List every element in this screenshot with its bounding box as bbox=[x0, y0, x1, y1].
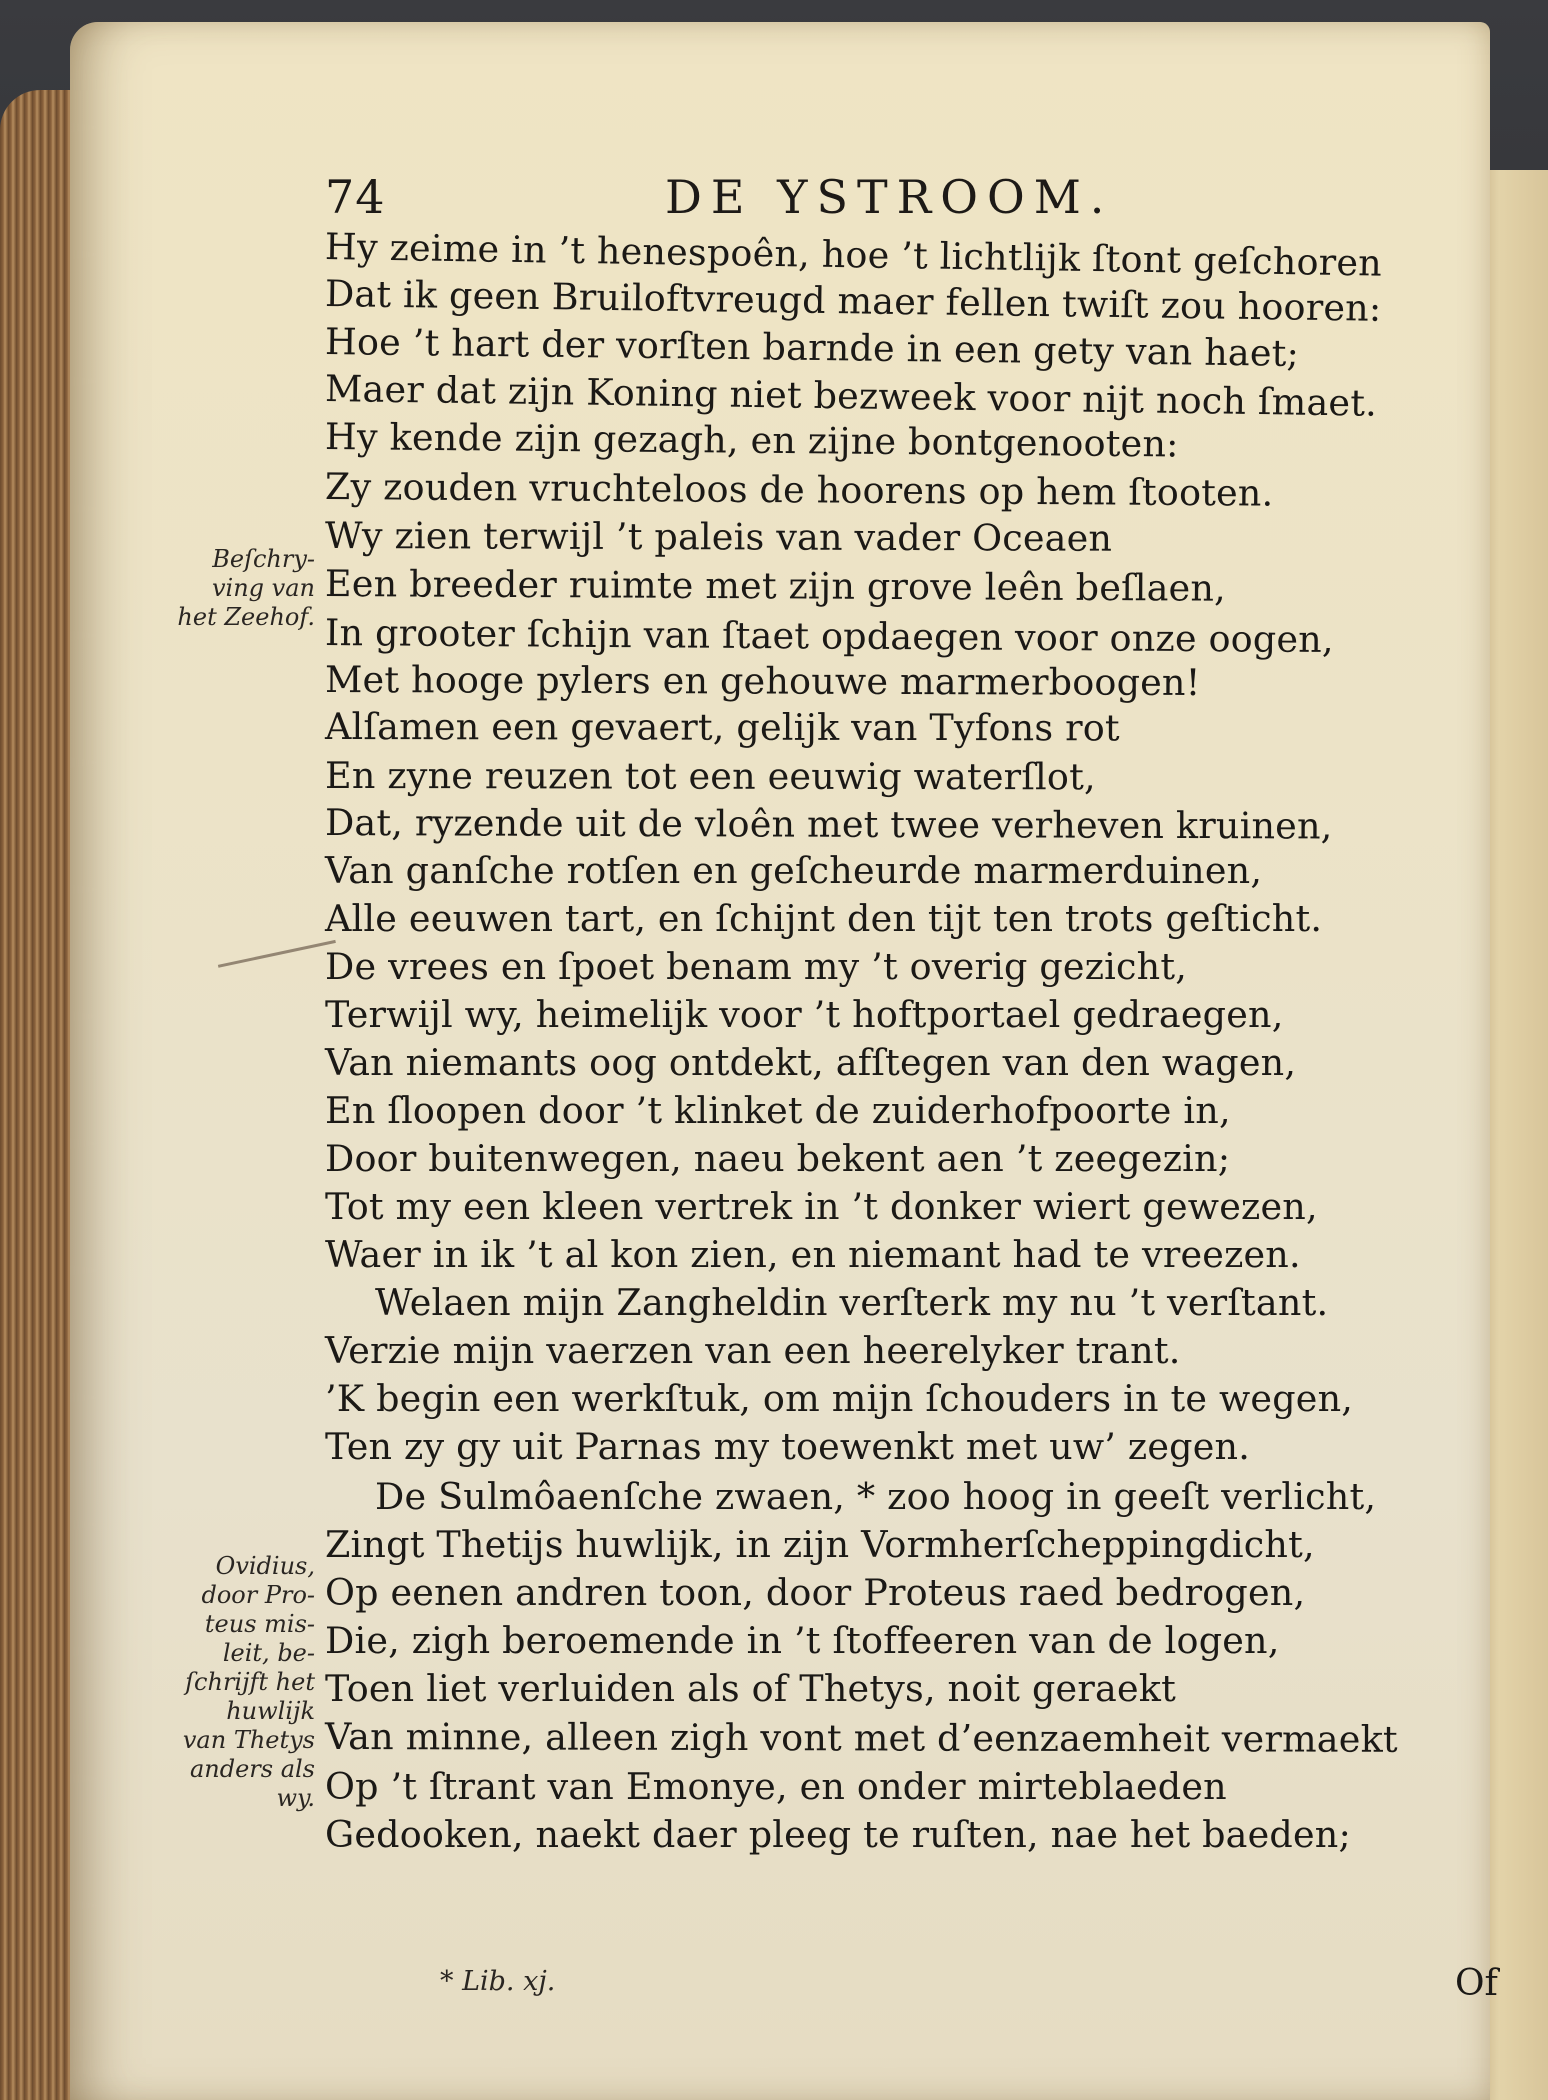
margin-note-line: ſchrijft het bbox=[185, 1668, 315, 1696]
poem-line: Gedooken, naekt daer pleeg te ruſten, nae het baeden; bbox=[325, 1813, 1352, 1856]
poem-line: Maer dat zijn Koning niet bezweek voor nijt noch ſmaet. bbox=[324, 367, 1378, 425]
poem-line: Op eenen andren toon, door Proteus raed bedrogen, bbox=[325, 1571, 1306, 1614]
margin-note-line: Ovidius, bbox=[215, 1552, 315, 1580]
poem-line: Hy zeime in ’t henespoên, hoe ’t lichtlijk ſtont geſchoren bbox=[324, 225, 1383, 285]
poem-line: Toen liet verluiden als of Thetys, noit geraekt bbox=[325, 1667, 1176, 1710]
poem-line: Alſamen een gevaert, gelijk van Tyfons rot bbox=[324, 705, 1120, 750]
margin-note-line: het Zeehof. bbox=[177, 603, 315, 631]
poem-line: Van minne, alleen zigh vont met d’eenzaemheit vermaekt bbox=[324, 1715, 1398, 1761]
poem-line: Tot my een kleen vertrek in ’t donker wiert gewezen, bbox=[325, 1185, 1318, 1228]
margin-note-line: Beſchry- bbox=[212, 545, 315, 573]
poem-line: Zingt Thetijs huwlijk, in zijn Vormherſcheppingdicht, bbox=[325, 1523, 1315, 1566]
poem-line: Hoe ’t hart der vorſten barnde in een gety van haet; bbox=[324, 320, 1300, 375]
poem-line: Dat, ryzende uit de vloên met twee verheven kruinen, bbox=[324, 801, 1333, 848]
poem-line: Zy zouden vruchteloos de hoorens op hem ſtooten. bbox=[324, 465, 1274, 515]
poem-line: En zyne reuzen tot een eeuwig waterſlot, bbox=[324, 754, 1096, 799]
margin-note-line: van Thetys bbox=[182, 1726, 315, 1754]
poem-line: Die, zigh beroemende in ’t ſtoffeeren van de logen, bbox=[325, 1619, 1280, 1662]
poem-line: Terwijl wy, heimelijk voor ’t hoftportael gedraegen, bbox=[325, 993, 1284, 1036]
margin-note-line: ving van bbox=[211, 574, 315, 602]
poem-line: Van ganſche rotſen en geſcheurde marmerduinen, bbox=[325, 849, 1263, 892]
running-title: DE YSTROOM. bbox=[665, 170, 1114, 224]
poem-line: ’K begin een werkſtuk, om mijn ſchouders in te wegen, bbox=[325, 1377, 1354, 1420]
poem-line: In grooter ſchijn van ſtaet opdaegen voor onze oogen, bbox=[324, 611, 1334, 662]
poem-line: Op ’t ſtrant van Emonye, en onder mirteblaeden bbox=[325, 1765, 1227, 1808]
poem-line: Welaen mijn Zangheldin verſterk my nu ’t verſtant. bbox=[375, 1281, 1329, 1324]
poem-line: Door buitenwegen, naeu bekent aen ’t zeegezin; bbox=[325, 1137, 1231, 1180]
page-number: 74 bbox=[325, 170, 386, 224]
margin-note-ovidius bbox=[165, 1552, 315, 1813]
poem-line: De Sulmôaenſche zwaen, * zoo hoog in geeſt verlicht, bbox=[375, 1475, 1377, 1518]
poem-line: Dat ik geen Bruiloftvreugd maer fellen twiſt zou hooren: bbox=[324, 272, 1382, 330]
margin-note-line: teus mis- bbox=[204, 1610, 315, 1638]
poem-line: Alle eeuwen tart, en ſchijnt den tijt ten trots geſticht. bbox=[325, 897, 1323, 940]
poem-line: Met hooge pylers en gehouwe marmerboogen! bbox=[324, 658, 1201, 705]
catchword: Of bbox=[1455, 1963, 1498, 2004]
margin-note-line: anders als bbox=[189, 1755, 315, 1783]
poem-line: Wy zien terwijl ’t paleis van vader Oceaen bbox=[324, 514, 1113, 560]
poem-line: En ſloopen door ’t klinket de zuiderhofpoorte in, bbox=[325, 1089, 1231, 1132]
poem-line: Van niemants oog ontdekt, afſtegen van den wagen, bbox=[325, 1041, 1297, 1084]
poem-line: Ten zy gy uit Parnas my toewenkt met uw’ zegen. bbox=[325, 1425, 1251, 1468]
margin-note-line: huwlijk bbox=[226, 1697, 315, 1725]
poem-line: Waer in ik ’t al kon zien, en niemant had te vreezen. bbox=[325, 1233, 1301, 1276]
margin-note-line: wy. bbox=[276, 1784, 315, 1812]
poem-line: Hy kende zijn gezagh, en zijne bontgenooten: bbox=[324, 415, 1179, 466]
footnote: * Lib. xj. bbox=[440, 1966, 556, 1997]
poem-line: De vrees en ſpoet benam my ’t overig gezicht, bbox=[325, 945, 1188, 988]
poem-line: Verzie mijn vaerzen van een heerelyker trant. bbox=[325, 1329, 1181, 1372]
margin-note-zeehof bbox=[165, 545, 315, 632]
ink-stain bbox=[218, 940, 342, 997]
margin-note-line: leit, be- bbox=[222, 1639, 315, 1667]
poem-line: Een breeder ruimte met zijn grove leên beſlaen, bbox=[324, 562, 1227, 610]
margin-note-line: door Pro- bbox=[201, 1581, 315, 1609]
